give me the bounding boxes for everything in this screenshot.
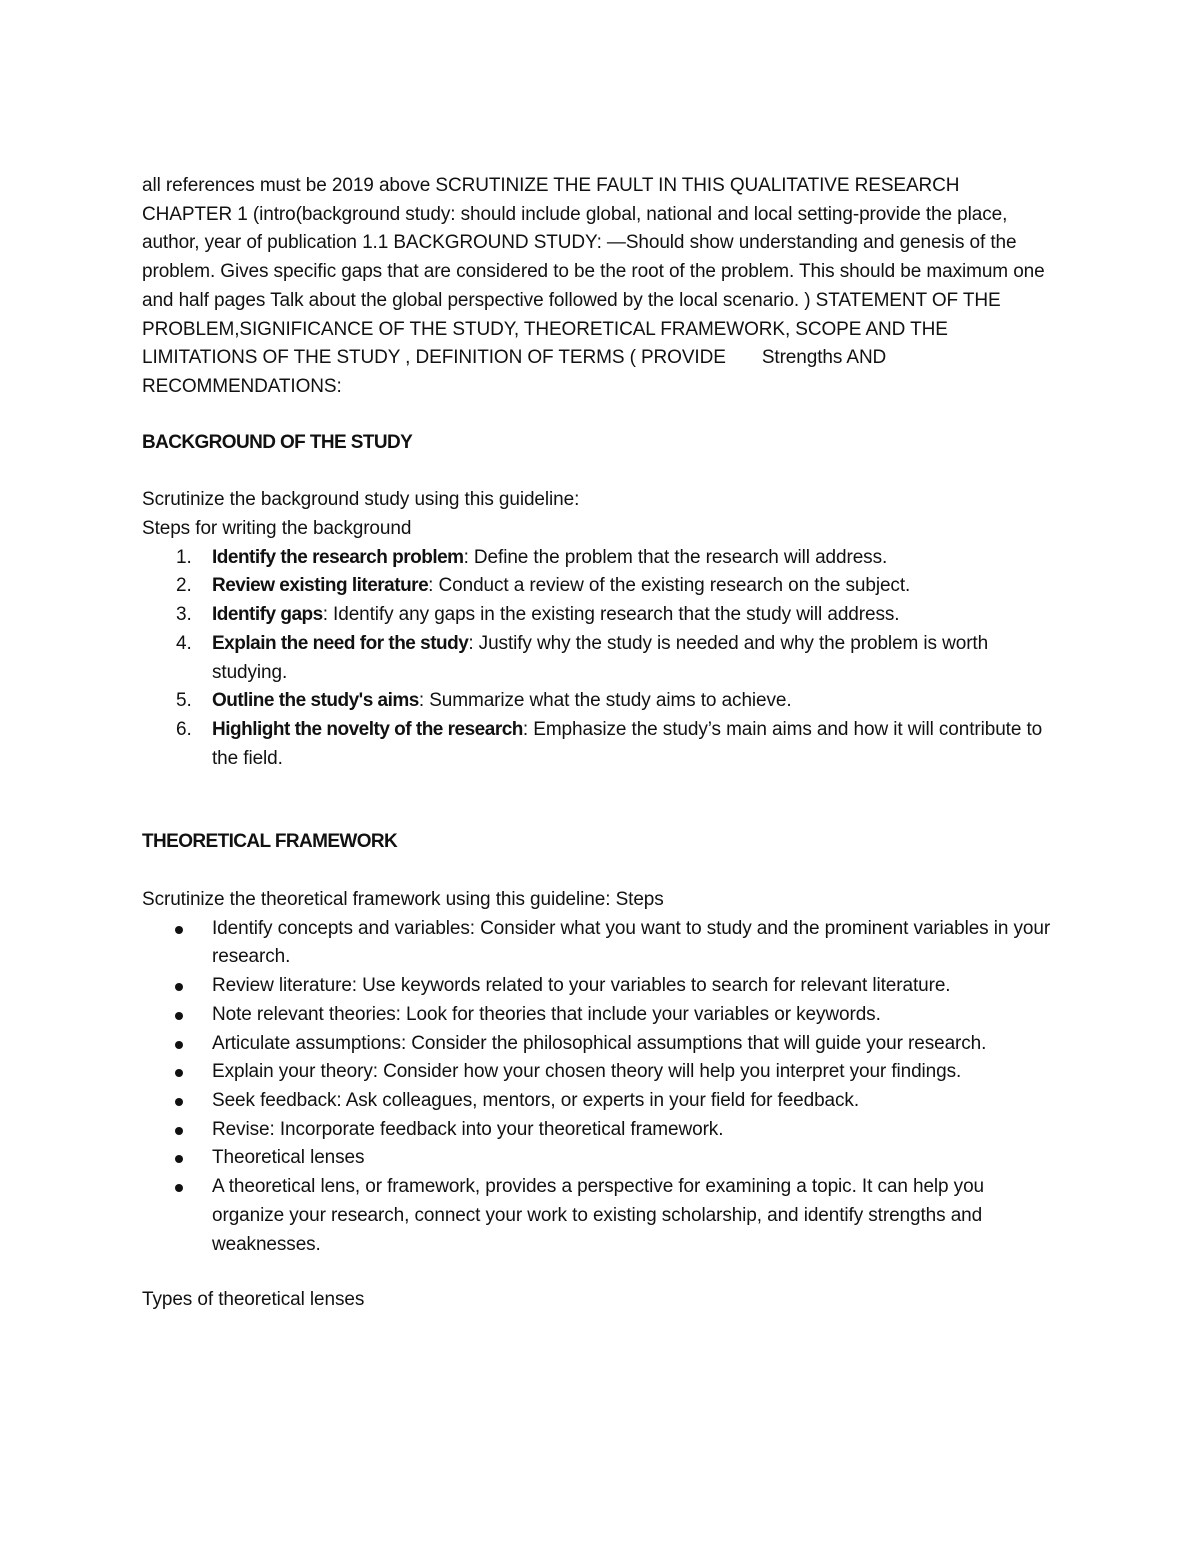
list-item xyxy=(142,1144,1057,1173)
list-item xyxy=(142,1030,1057,1059)
step-desc: : Justify why the study is needed and why the problem is worth studying. xyxy=(212,632,989,683)
types-heading: Types of theoretical lenses xyxy=(142,1289,365,1311)
bullet-icon xyxy=(175,1012,183,1020)
list-item xyxy=(142,572,1057,601)
background-steps-list xyxy=(142,544,1057,774)
step-number: 2. xyxy=(176,575,192,597)
step-desc: : Define the problem that the research will address. xyxy=(463,546,888,568)
list-item xyxy=(142,972,1057,1001)
list-item xyxy=(142,630,1057,687)
bullet-icon xyxy=(175,983,183,991)
bullet-icon xyxy=(175,1098,183,1106)
document-body xyxy=(142,172,1057,1315)
step-number: 3. xyxy=(176,604,192,626)
step-term: Outline the study's aims xyxy=(212,690,419,712)
bullet-text: Review literature: Use keywords related to your variables to search for relevant literature. xyxy=(212,975,951,997)
bullet-icon xyxy=(175,1155,183,1163)
intro-text: all references must be 2019 above SCRUTINIZE THE FAULT IN THIS QUALITATIVE RESEARCH CHAPTER 1 (intro(background study: should include global, national and local setting-provide the place, author, year of publication 1.1 BACKGROUND STUDY: —Should show understanding and genesis of the problem. Gives specific gaps that are considered to be the root of the problem. This should be maximum one and half pages Talk about the global perspective followed by the local scenario. ) STATEMENT OF THE PROBLEM,SIGNIFICANCE OF THE STUDY, THEORETICAL FRAMEWORK, SCOPE AND THE LIMITATIONS OF THE STUDY , DEFINITION OF TERMS ( PROVIDE xyxy=(142,175,1045,369)
background-heading: BACKGROUND OF THE STUDY xyxy=(142,431,413,453)
background-sublead: Steps for writing the background xyxy=(142,518,412,540)
bullet-text: Note relevant theories: Look for theories that include your variables or keywords. xyxy=(212,1003,881,1025)
step-number: 1. xyxy=(176,546,192,568)
step-term: Explain the need for the study xyxy=(212,632,469,654)
list-item xyxy=(142,1058,1057,1087)
step-number: 5. xyxy=(176,690,192,712)
bullet-text: Revise: Incorporate feedback into your theoretical framework. xyxy=(212,1118,724,1140)
step-desc: : Summarize what the study aims to achieve. xyxy=(418,690,792,712)
intro-paragraph xyxy=(142,172,1052,402)
step-term: Identify the research problem xyxy=(212,546,464,568)
step-term: Highlight the novelty of the research xyxy=(212,718,523,740)
bullet-text: Seek feedback: Ask colleagues, mentors, or experts in your field for feedback. xyxy=(212,1089,859,1111)
background-lead: Scrutinize the background study using this guideline: xyxy=(142,489,580,511)
step-term: Review existing literature xyxy=(212,575,429,597)
bullet-text: Identify concepts and variables: Consider what you want to study and the prominent variables in your research. xyxy=(212,917,1051,968)
list-item xyxy=(142,1087,1057,1116)
intro-tail: Strengths AND RECOMMENDATIONS: xyxy=(142,347,887,397)
list-item xyxy=(142,716,1057,773)
list-item xyxy=(142,687,1057,716)
bullet-text: Articulate assumptions: Consider the philosophical assumptions that will guide your research. xyxy=(212,1032,987,1054)
bullet-text: Theoretical lenses xyxy=(212,1147,365,1169)
theory-bullets-list xyxy=(142,915,1057,1259)
step-term: Identify gaps xyxy=(212,604,323,626)
list-item xyxy=(142,1173,1057,1259)
step-desc: : Identify any gaps in the existing research that the study will address. xyxy=(322,604,900,626)
list-item xyxy=(142,1001,1057,1030)
step-desc: : Emphasize the study’s main aims and how it will contribute to the field. xyxy=(212,718,1043,769)
bullet-icon xyxy=(175,1184,183,1192)
bullet-text: A theoretical lens, or framework, provides a perspective for examining a topic. It can help you organize your research, connect your work to existing scholarship, and identify strengths and weaknesses. xyxy=(212,1176,985,1255)
bullet-text: Explain your theory: Consider how your chosen theory will help you interpret your findings. xyxy=(212,1061,962,1083)
step-number: 4. xyxy=(176,632,192,654)
bullet-icon xyxy=(175,926,183,934)
list-item xyxy=(142,915,1057,972)
step-number: 6. xyxy=(176,718,192,740)
bullet-icon xyxy=(175,1127,183,1135)
theory-heading: THEORETICAL FRAMEWORK xyxy=(142,831,398,853)
list-item xyxy=(142,544,1057,573)
bullet-icon xyxy=(175,1041,183,1049)
step-desc: : Conduct a review of the existing research on the subject. xyxy=(428,575,911,597)
list-item xyxy=(142,601,1057,630)
list-item xyxy=(142,1116,1057,1145)
theory-lead: Scrutinize the theoretical framework using this guideline: Steps xyxy=(142,889,664,911)
bullet-icon xyxy=(175,1069,183,1077)
